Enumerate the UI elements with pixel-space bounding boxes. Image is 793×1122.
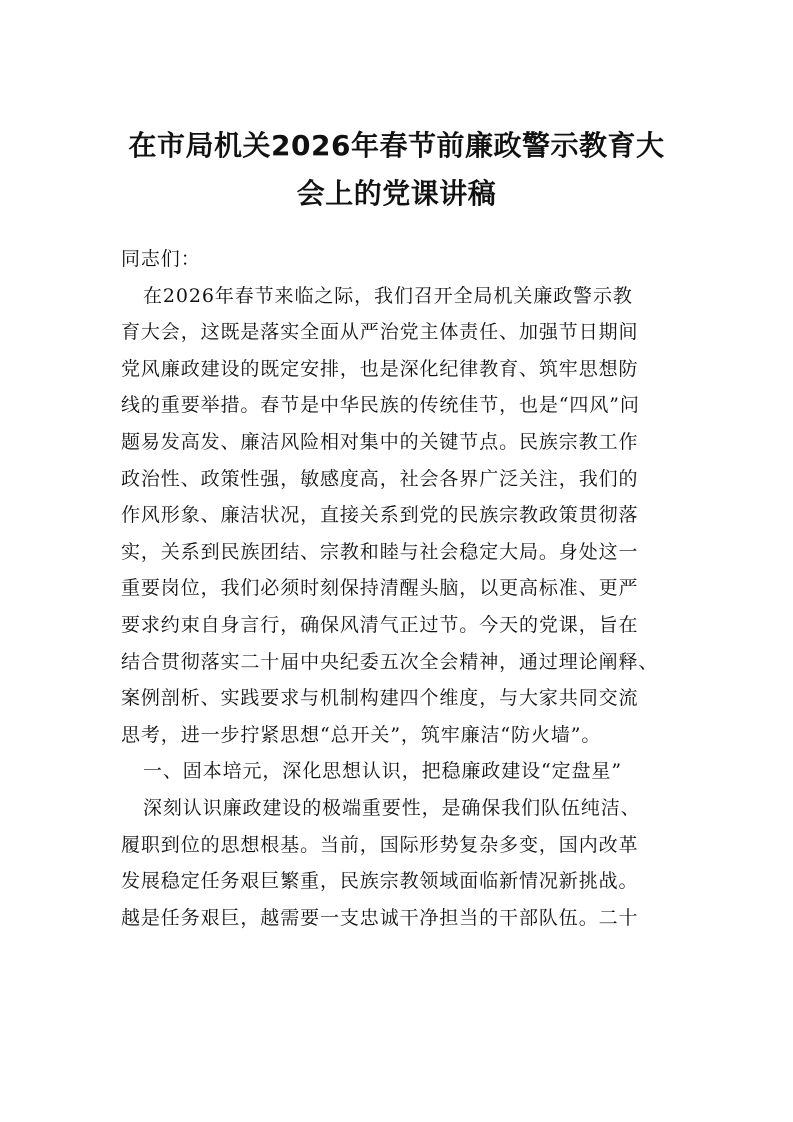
- paragraph-line: 发展稳定任务艰巨繁重，民族宗教领域面临新情况新挑战。: [121, 870, 639, 893]
- paragraph-line: 题易发高发、廉洁风险相对集中的关键节点。民族宗教工作: [121, 430, 639, 453]
- paragraph-line: 越是任务艰巨，越需要一支忠诚干净担当的干部队伍。二十: [121, 906, 639, 929]
- paragraph-line: 结合贯彻落实二十届中央纪委五次全会精神，通过理论阐释、: [121, 650, 659, 673]
- section-heading: 一、固本培元，深化思想认识，把稳廉政建设“定盘星”: [143, 760, 622, 783]
- title-line: 在市局机关2026年春节前廉政警示教育大: [128, 129, 665, 162]
- paragraph-section-1: [121, 790, 681, 936]
- paragraph-line: 重要岗位，我们必须时刻保持清醒头脑，以更高标准、更严: [121, 577, 639, 600]
- paragraph-line: 案例剖析、实践要求与机制构建四个维度，与大家共同交流: [121, 687, 639, 710]
- title-line: 会上的党课讲稿: [296, 177, 497, 210]
- document-body: [121, 241, 681, 936]
- paragraph-line: 履职到位的思想根基。当前，国际形势复杂多变，国内改革: [121, 833, 639, 856]
- paragraph-line: 育大会，这既是落实全面从严治党主体责任、加强节日期间: [121, 321, 639, 344]
- paragraph-line: 深刻认识廉政建设的极端重要性，是确保我们队伍纯洁、: [143, 796, 641, 819]
- paragraph-line: 党风廉政建设的既定安排，也是深化纪律教育、筑牢思想防: [121, 357, 639, 380]
- salutation: 同志们：: [121, 248, 201, 270]
- paragraph-intro: [121, 278, 681, 754]
- paragraph-line: 思考，进一步拧紧思想“总开关”，筑牢廉洁“防火墙”。: [121, 723, 602, 746]
- paragraph-line: 在2026年春节来临之际，我们召开全局机关廉政警示教: [143, 284, 633, 307]
- paragraph-line: 作风形象、廉洁状况，直接关系到党的民族宗教政策贯彻落: [121, 504, 639, 527]
- document-title: [100, 122, 693, 218]
- paragraph-line: 政治性、政策性强，敏感度高，社会各界广泛关注，我们的: [121, 467, 639, 490]
- paragraph-line: 线的重要举措。春节是中华民族的传统佳节，也是“四风”问: [121, 394, 640, 417]
- paragraph-line: 要求约束自身言行，确保风清气正过节。今天的党课，旨在: [121, 613, 639, 636]
- paragraph-line: 实，关系到民族团结、宗教和睦与社会稳定大局。身处这一: [121, 540, 639, 563]
